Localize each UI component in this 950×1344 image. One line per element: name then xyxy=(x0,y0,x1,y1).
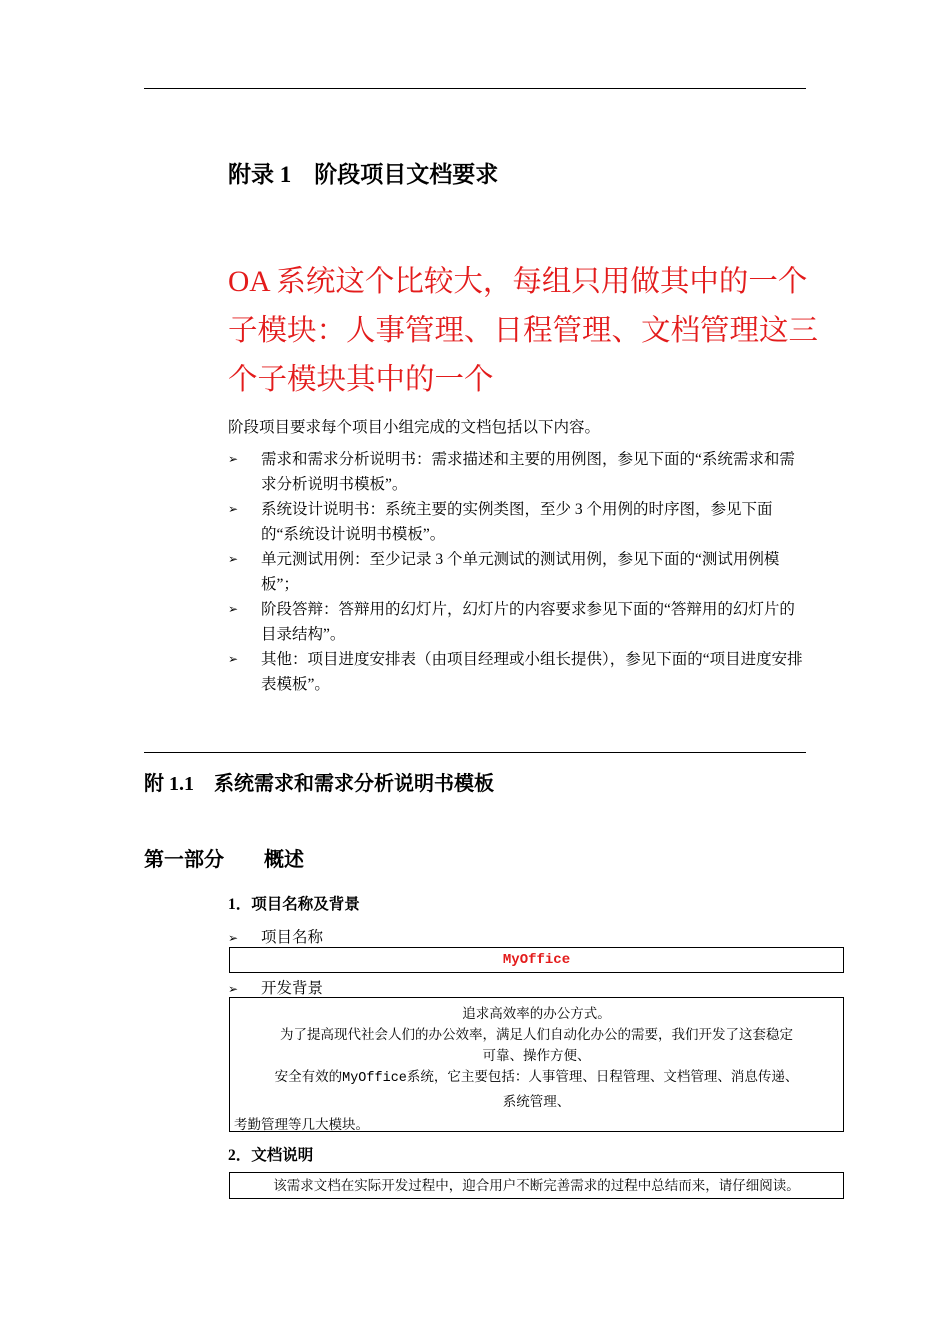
background-line: 安全有效的MyOffice系统，它主要包括：人事管理、日程管理、文档管理、消息传递、 xyxy=(274,1069,799,1086)
background-line: 系统管理、 xyxy=(502,1094,571,1109)
red-note: OA 系统这个比较大，每组只用做其中的一个子模块：人事管理、日程管理、文档管理这三个子模块其中的一个 xyxy=(228,266,819,396)
background-line: 为了提高现代社会人们的办公效率，满足人们自动化办公的需要，我们开发了这套稳定 xyxy=(280,1027,793,1042)
arrowhead-bullet-icon: ➢ xyxy=(228,652,239,666)
section-rule xyxy=(144,752,806,753)
arrowhead-bullet-icon: ➢ xyxy=(228,502,239,516)
project-name-box xyxy=(229,947,844,973)
list-item: ➢ 单元测试用例：至少记录 3 个单元测试的测试用例，参见下面的“测试用例模板”； xyxy=(228,547,808,597)
list-item: ➢ 阶段答辩：答辩用的幻灯片，幻灯片的内容要求参见下面的“答辩用的幻灯片的目录结构”。 xyxy=(228,597,808,647)
arrowhead-bullet-icon: ➢ xyxy=(228,602,239,616)
arrowhead-bullet-icon: ➢ xyxy=(228,552,239,566)
section-title: 附 1.1 系统需求和需求分析说明书模板 xyxy=(144,773,494,795)
project-name-label: ➢ 项目名称 xyxy=(228,929,324,946)
appendix-title: 附录 1 阶段项目文档要求 xyxy=(228,162,499,187)
background-line: 追求高效率的办公方式。 xyxy=(462,1006,611,1021)
subsection-title: 1．项目名称及背景 xyxy=(228,896,360,913)
list-item: ➢ 需求和需求分析说明书：需求描述和主要的用例图，参见下面的“系统需求和需求分析说明书模板”。 xyxy=(228,447,808,497)
background-label: ➢ 开发背景 xyxy=(228,980,324,997)
subsection-title: 2．文档说明 xyxy=(228,1147,314,1164)
background-line: 可靠、操作方便、 xyxy=(482,1048,591,1063)
arrowhead-bullet-icon: ➢ xyxy=(228,931,239,945)
doc-description: 该需求文档在实际开发过程中，迎合用户不断完善需求的过程中总结而来，请仔细阅读。 xyxy=(273,1178,800,1193)
list-item: ➢ 其他：项目进度安排表（由项目经理或小组长提供），参见下面的“项目进度安排表模板”。 xyxy=(228,647,808,697)
requirements-list xyxy=(228,447,808,697)
arrowhead-bullet-icon: ➢ xyxy=(228,982,239,996)
background-box xyxy=(229,997,844,1132)
part-title: 第一部分 概述 xyxy=(144,849,304,871)
project-name-value: MyOffice xyxy=(502,952,571,968)
list-item: ➢ 系统设计说明书：系统主要的实例类图，至少 3 个用例的时序图，参见下面的“系统设计说明书模板”。 xyxy=(228,497,808,547)
arrowhead-bullet-icon: ➢ xyxy=(228,452,239,466)
top-rule xyxy=(144,88,806,89)
doc-description-box xyxy=(229,1172,844,1199)
intro-text: 阶段项目要求每个项目小组完成的文档包括以下内容。 xyxy=(228,419,601,436)
background-line: 考勤管理等几大模块。 xyxy=(234,1117,369,1132)
